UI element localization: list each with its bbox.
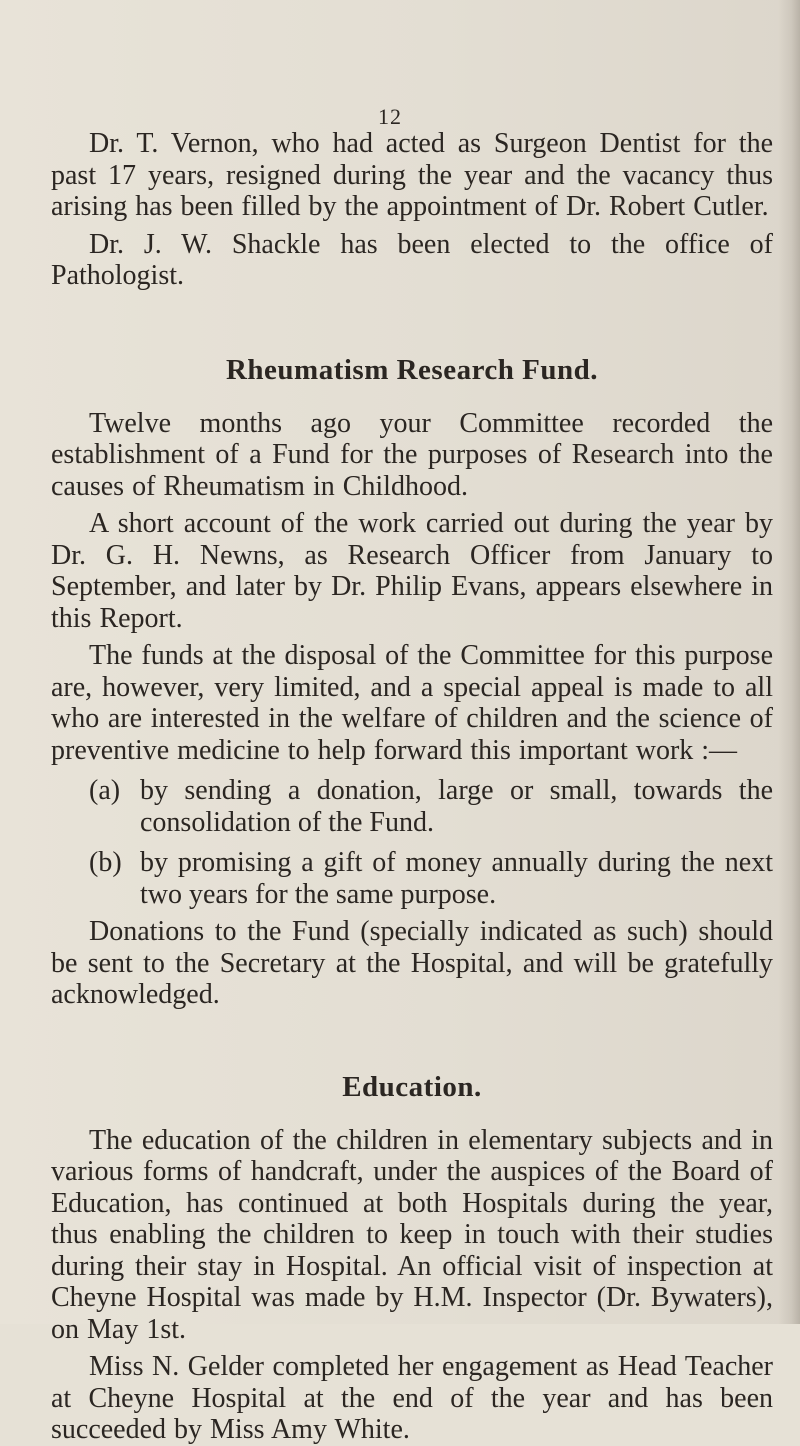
paragraph-education: The education of the children in elementary subjects and in various forms of handcraft, under the auspices of the Board of Education, has continued at both Hospitals during the year, thus enabling the children to keep in touch with their studies during their stay in Hospital. An official visit of inspection at Cheyne Hospital was made by H.M. Inspector (Dr. Bywaters), on May 1st. [51, 1124, 773, 1345]
heading-rheumatism-research-fund: Rheumatism Research Fund. [225, 353, 599, 386]
paragraph-fund-establishment: Twelve months ago your Committee recorded the establishment of a Fund for the purposes of Research into the causes of Rheumatism in Childhood. [51, 407, 773, 502]
paragraph-donations: Donations to the Fund (specially indicated as such) should be sent to the Secretary at the Hospital, and will be gratefully acknowledged. [51, 916, 773, 1010]
page-content [51, 128, 773, 1446]
list-text: by sending a donation, large or small, towards the consolidation of the Fund. [140, 775, 773, 838]
paragraph-special-appeal: The funds at the disposal of the Committee for this purpose are, however, very limited, and a special appeal is made to all who are interested in the welfare of children and the science of preventive medicine to help forward this important work :— [51, 640, 773, 766]
list-marker: (a) [89, 775, 121, 806]
heading-education: Education. [342, 1070, 482, 1103]
page-number: 12 [378, 104, 402, 129]
list-text: by promising a gift of money annually during the next two years for the same purpose. [140, 847, 773, 910]
appeal-list-item [51, 775, 773, 838]
paragraph-pathologist: Dr. J. W. Shackle has been elected to the office of Pathologist. [51, 228, 773, 291]
paragraph-head-teacher: Miss N. Gelder completed her engagement as Head Teacher at Cheyne Hospital at the end of the year and has been succeeded by Miss Amy White. [51, 1351, 773, 1445]
paragraph-research-work: A short account of the work carried out during the year by Dr. G. H. Newns, as Research Officer from January to September, and later by Dr. Philip Evans, appears elsewhere in this Report. [51, 508, 773, 634]
paragraph-surgeon-dentist: Dr. T. Vernon, who had acted as Surgeon Dentist for the past 17 years, resigned during the year and the vacancy thus arising has been filled by the appointment of Dr. Robert Cutler. [51, 128, 773, 222]
appeal-list-item [51, 847, 773, 910]
list-marker: (b) [89, 847, 122, 878]
page-edge-shadow [778, 0, 800, 1324]
